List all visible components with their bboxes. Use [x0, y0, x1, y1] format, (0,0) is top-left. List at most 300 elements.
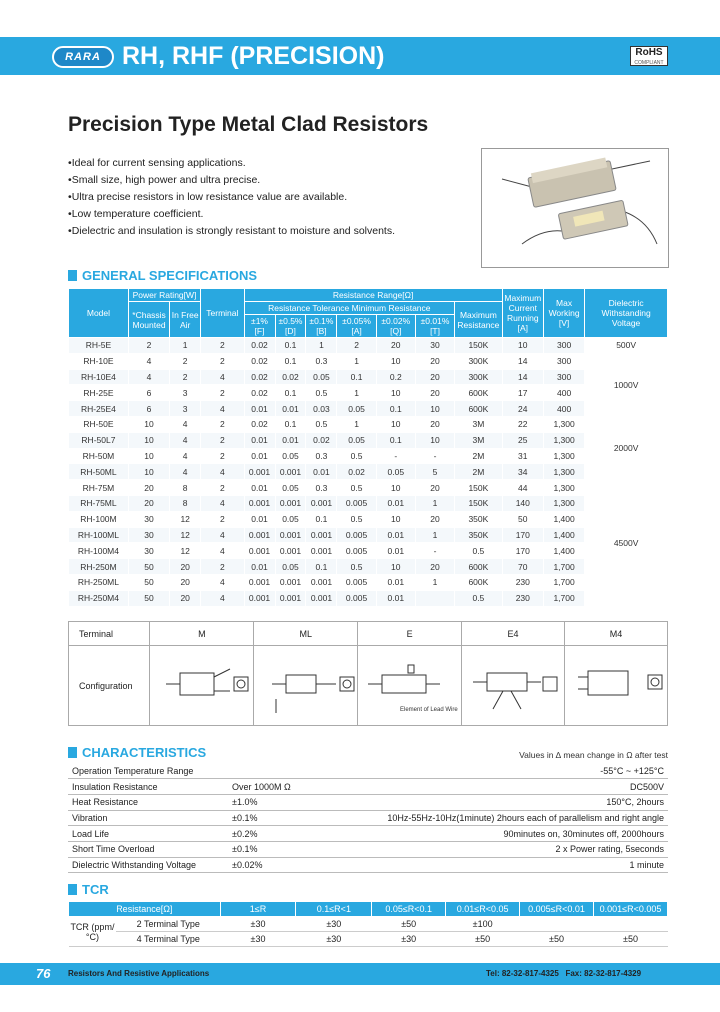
spec-cell: 0.02	[244, 369, 275, 385]
tcr-val: ±30	[220, 932, 296, 947]
spec-cell: 8	[170, 480, 201, 496]
spec-cell: 2	[201, 511, 244, 527]
spec-cell: 50	[502, 511, 543, 527]
spec-cell: 0.005	[337, 574, 376, 590]
config-drawing-e4	[462, 646, 565, 726]
spec-cell: RH-75ML	[69, 495, 129, 511]
spec-cell: 0.01	[244, 559, 275, 575]
spec-cell: 1	[415, 495, 454, 511]
spec-cell: 20	[415, 480, 454, 496]
spec-row	[69, 527, 668, 543]
tcr-val: ±30	[296, 917, 372, 932]
spec-cell: 0.05	[275, 480, 306, 496]
spec-cell: 300K	[455, 369, 503, 385]
spec-cell: 0.001	[244, 495, 275, 511]
char-row	[68, 763, 668, 779]
spec-cell: 1,300	[543, 480, 584, 496]
char-cell: 150°C, 2hours	[368, 794, 668, 810]
spec-cell: 0.005	[337, 543, 376, 559]
char-cell: Load Life	[68, 826, 228, 842]
dielectric-voltage: 1000V	[585, 353, 668, 416]
general-specs-heading: GENERAL SPECIFICATIONS	[68, 268, 257, 283]
spec-cell: 170	[502, 543, 543, 559]
spec-cell: RH-10E	[69, 353, 129, 369]
spec-cell: 10	[376, 511, 415, 527]
spec-cell: 30	[415, 338, 454, 354]
char-cell: DC500V	[368, 779, 668, 795]
spec-cell: 0.5	[455, 590, 503, 606]
spec-cell: 0.5	[337, 511, 376, 527]
tcr-table	[68, 901, 668, 947]
spec-cell: 1,400	[543, 527, 584, 543]
spec-cell: 10	[128, 432, 169, 448]
spec-cell: 3M	[455, 432, 503, 448]
h-tol-min: Resistance Tolerance Minimum Resistance	[244, 302, 455, 315]
char-cell: 90minutes on, 30minutes off, 2000hours	[368, 826, 668, 842]
spec-cell: 10	[376, 385, 415, 401]
footer-contact: Tel: 82-32-817-4325 Fax: 82-32-817-4329	[486, 969, 642, 978]
spec-cell: 20	[415, 369, 454, 385]
spec-cell: 14	[502, 369, 543, 385]
spec-row	[69, 543, 668, 559]
spec-cell: 0.01	[244, 432, 275, 448]
spec-cell: 30	[128, 511, 169, 527]
spec-cell: 2	[201, 353, 244, 369]
terminal-type: ML	[254, 622, 358, 646]
spec-cell: 0.1	[275, 338, 306, 354]
spec-cell: 4	[201, 574, 244, 590]
spec-cell: 3	[170, 385, 201, 401]
char-cell: 2 x Power rating, 5seconds	[368, 841, 668, 857]
spec-cell: 0.001	[275, 527, 306, 543]
char-cell: ±0.2%	[228, 826, 368, 842]
spec-cell: 150K	[455, 480, 503, 496]
spec-cell: 0.005	[337, 527, 376, 543]
spec-cell: 20	[376, 338, 415, 354]
dielectric-voltage: 2000V	[585, 416, 668, 479]
spec-cell: 2M	[455, 448, 503, 464]
spec-cell: 3	[170, 401, 201, 417]
spec-cell: 10	[128, 448, 169, 464]
spec-cell: RH-250M4	[69, 590, 129, 606]
spec-cell: 1	[306, 338, 337, 354]
spec-cell: 0.5	[337, 480, 376, 496]
footer-text: Resistors And Resistive Applications	[68, 969, 210, 978]
char-cell: Dielectric Withstanding Voltage	[68, 857, 228, 873]
char-cell: ±0.02%	[228, 857, 368, 873]
spec-cell: 10	[376, 353, 415, 369]
spec-cell: RH-250ML	[69, 574, 129, 590]
char-cell: Operation Temperature Range	[68, 763, 228, 779]
spec-cell: 150K	[455, 495, 503, 511]
spec-cell: 1	[337, 385, 376, 401]
spec-row	[69, 480, 668, 496]
spec-cell: 0.05	[376, 464, 415, 480]
spec-cell: 20	[128, 495, 169, 511]
spec-cell: 2	[170, 369, 201, 385]
char-row	[68, 857, 668, 873]
tcr-val	[594, 917, 668, 932]
tcr-range: 1≤R	[220, 902, 296, 917]
spec-cell: 1,300	[543, 416, 584, 432]
spec-cell: 0.01	[275, 432, 306, 448]
spec-row	[69, 401, 668, 417]
tcr-type: 2 Terminal Type	[116, 917, 220, 932]
spec-cell: 0.5	[337, 559, 376, 575]
product-photo	[481, 148, 669, 268]
spec-cell: 300	[543, 353, 584, 369]
spec-cell: 600K	[455, 385, 503, 401]
char-cell: ±1.0%	[228, 794, 368, 810]
char-row	[68, 841, 668, 857]
spec-cell: 12	[170, 511, 201, 527]
spec-cell: 0.05	[337, 432, 376, 448]
spec-cell: 20	[415, 511, 454, 527]
tcr-val: ±50	[520, 932, 594, 947]
spec-cell: RH-10E4	[69, 369, 129, 385]
char-cell: ±0.1%	[228, 810, 368, 826]
spec-cell: RH-25E	[69, 385, 129, 401]
spec-cell: 4	[170, 416, 201, 432]
spec-cell: 25	[502, 432, 543, 448]
spec-cell: 0.3	[306, 353, 337, 369]
tcr-val: ±50	[446, 932, 520, 947]
spec-cell: 0.001	[244, 527, 275, 543]
spec-cell: 0.03	[306, 401, 337, 417]
feature-item: • Low temperature coefficient.	[68, 206, 395, 223]
h-tol: ±0.1% [B]	[306, 315, 337, 338]
spec-cell: 2	[201, 448, 244, 464]
spec-cell: 1,300	[543, 495, 584, 511]
spec-cell: RH-50ML	[69, 464, 129, 480]
spec-cell: 0.1	[337, 369, 376, 385]
spec-cell: 44	[502, 480, 543, 496]
spec-cell: 0.01	[376, 590, 415, 606]
spec-cell: 0.02	[244, 338, 275, 354]
spec-cell: 2	[201, 385, 244, 401]
tcr-range: 0.01≤R<0.05	[446, 902, 520, 917]
spec-cell: 4	[201, 401, 244, 417]
spec-cell: 50	[128, 559, 169, 575]
spec-cell: 0.001	[275, 543, 306, 559]
spec-cell: 0.01	[244, 448, 275, 464]
spec-cell: 14	[502, 353, 543, 369]
spec-cell: 34	[502, 464, 543, 480]
tcr-val: ±30	[220, 917, 296, 932]
terminal-type: M	[150, 622, 254, 646]
spec-cell: 0.5	[306, 416, 337, 432]
h-free-air: In Free Air	[170, 302, 201, 338]
spec-cell: 0.02	[244, 416, 275, 432]
char-cell: -55°C ~ +125°C	[368, 763, 668, 779]
spec-cell: 2	[201, 416, 244, 432]
spec-cell: 350K	[455, 527, 503, 543]
spec-cell: 4	[201, 464, 244, 480]
spec-cell: 0.01	[244, 511, 275, 527]
tcr-res-header: Resistance[Ω]	[69, 902, 221, 917]
spec-cell: 1,300	[543, 432, 584, 448]
spec-cell: 0.001	[244, 574, 275, 590]
spec-cell: 6	[128, 385, 169, 401]
spec-cell: 0.001	[306, 495, 337, 511]
feature-item: • Ultra precise resistors in low resistance value are available.	[68, 189, 395, 206]
spec-row	[69, 464, 668, 480]
h-dielectric: Dielectric Withstanding Voltage	[585, 289, 668, 338]
spec-cell: 600K	[455, 401, 503, 417]
tcr-val	[520, 917, 594, 932]
tcr-range: 0.005≤R<0.01	[520, 902, 594, 917]
spec-cell: 0.5	[306, 385, 337, 401]
spec-cell: 10	[415, 432, 454, 448]
spec-row	[69, 385, 668, 401]
spec-cell: 0.001	[306, 543, 337, 559]
spec-cell: 0.001	[306, 590, 337, 606]
spec-cell: 1,700	[543, 559, 584, 575]
spec-cell: 600K	[455, 559, 503, 575]
rohs-badge	[630, 46, 668, 66]
spec-cell: 400	[543, 385, 584, 401]
spec-cell: 20	[415, 385, 454, 401]
config-drawing-ml	[254, 646, 358, 726]
spec-cell: 4	[201, 369, 244, 385]
spec-cell: 0.1	[376, 401, 415, 417]
h-max-current: Maximum Current Running [A]	[502, 289, 543, 338]
configuration-label: Configuration	[69, 646, 150, 726]
spec-cell: 1,400	[543, 543, 584, 559]
spec-row	[69, 559, 668, 575]
h-chassis: *Chassis Mounted	[128, 302, 169, 338]
spec-cell: RH-25E4	[69, 401, 129, 417]
feature-item: • Ideal for current sensing applications.	[68, 155, 395, 172]
char-cell: Heat Resistance	[68, 794, 228, 810]
tcr-val: ±100	[446, 917, 520, 932]
spec-cell: 6	[128, 401, 169, 417]
spec-cell: 0.1	[306, 559, 337, 575]
spec-cell: 20	[415, 416, 454, 432]
spec-cell: -	[415, 448, 454, 464]
spec-cell: 4	[201, 495, 244, 511]
spec-cell: 22	[502, 416, 543, 432]
tcr-heading: TCR	[68, 882, 109, 897]
spec-cell: 50	[128, 590, 169, 606]
spec-cell: RH-75M	[69, 480, 129, 496]
spec-cell: -	[415, 543, 454, 559]
tcr-range: 0.001≤R<0.005	[594, 902, 668, 917]
spec-cell: 0.1	[275, 385, 306, 401]
spec-cell: 10	[502, 338, 543, 354]
h-tol: ±1% [F]	[244, 315, 275, 338]
spec-cell: 0.001	[275, 464, 306, 480]
spec-cell: 20	[170, 574, 201, 590]
spec-cell: 2	[337, 338, 376, 354]
spec-cell: 12	[170, 527, 201, 543]
tcr-val: ±50	[594, 932, 668, 947]
h-tol: ±0.5% [D]	[275, 315, 306, 338]
terminal-table	[68, 621, 668, 726]
spec-cell: 0.1	[275, 416, 306, 432]
spec-cell: RH-50M	[69, 448, 129, 464]
spec-cell: 0.02	[306, 432, 337, 448]
tcr-range: 0.1≤R<1	[296, 902, 372, 917]
char-cell: Short Time Overload	[68, 841, 228, 857]
spec-cell: 1,300	[543, 464, 584, 480]
char-row	[68, 826, 668, 842]
spec-cell: 31	[502, 448, 543, 464]
spec-cell: 1,400	[543, 511, 584, 527]
spec-cell: 12	[170, 543, 201, 559]
tcr-val: ±30	[372, 932, 446, 947]
spec-cell: 0.2	[376, 369, 415, 385]
spec-cell: 0.02	[244, 353, 275, 369]
spec-cell: 0.001	[275, 495, 306, 511]
terminal-type: E4	[462, 622, 565, 646]
spec-cell: 1,300	[543, 448, 584, 464]
spec-cell: 400	[543, 401, 584, 417]
spec-cell: 0.01	[244, 480, 275, 496]
spec-cell: RH-100ML	[69, 527, 129, 543]
spec-cell: RH-50E	[69, 416, 129, 432]
spec-cell: 0.5	[455, 543, 503, 559]
tcr-label: TCR (ppm/°C)	[69, 917, 117, 947]
spec-cell: 1	[337, 416, 376, 432]
spec-cell: 2	[201, 559, 244, 575]
spec-cell: 0.001	[275, 574, 306, 590]
spec-cell: 0.02	[244, 385, 275, 401]
general-specs-table	[68, 288, 668, 607]
spec-cell: 300	[543, 338, 584, 354]
spec-cell: 1	[415, 574, 454, 590]
spec-cell: RH-50L7	[69, 432, 129, 448]
h-model: Model	[69, 289, 129, 338]
char-cell: Insulation Resistance	[68, 779, 228, 795]
spec-cell	[415, 590, 454, 606]
config-drawing-m4	[565, 646, 668, 726]
spec-cell: 70	[502, 559, 543, 575]
char-cell: Over 1000M Ω	[228, 779, 368, 795]
spec-cell: 0.1	[306, 511, 337, 527]
tcr-type: 4 Terminal Type	[116, 932, 220, 947]
spec-cell: 5	[415, 464, 454, 480]
char-cell: Vibration	[68, 810, 228, 826]
spec-cell: 20	[128, 480, 169, 496]
spec-cell: 1	[170, 338, 201, 354]
spec-row	[69, 432, 668, 448]
spec-cell: 1	[415, 527, 454, 543]
spec-cell: 1,700	[543, 590, 584, 606]
spec-cell: 50	[128, 574, 169, 590]
characteristics-note: Values in ∆ mean change in Ω after test	[519, 750, 668, 760]
spec-cell: 350K	[455, 511, 503, 527]
spec-row	[69, 338, 668, 354]
characteristics-heading: CHARACTERISTICS	[68, 745, 206, 760]
char-cell: 1 minute	[368, 857, 668, 873]
spec-cell: 0.01	[306, 464, 337, 480]
spec-cell: 0.05	[306, 369, 337, 385]
spec-cell: 20	[415, 353, 454, 369]
spec-cell: 4	[170, 432, 201, 448]
dielectric-voltage: 4500V	[585, 480, 668, 606]
char-row	[68, 794, 668, 810]
h-max-working: Max Working [V]	[543, 289, 584, 338]
tcr-val: ±30	[296, 932, 372, 947]
spec-cell: 8	[170, 495, 201, 511]
spec-cell: 10	[376, 480, 415, 496]
page-number: 76	[36, 966, 51, 981]
spec-cell: 1	[337, 353, 376, 369]
rara-logo: RARA	[52, 46, 114, 68]
spec-cell: 0.001	[275, 590, 306, 606]
feature-list	[68, 155, 395, 240]
terminal-type: M4	[565, 622, 668, 646]
h-power: Power Rating[W]	[128, 289, 200, 302]
spec-cell: 10	[415, 401, 454, 417]
spec-cell: 0.005	[337, 590, 376, 606]
spec-cell: 4	[170, 448, 201, 464]
spec-cell: 4	[201, 590, 244, 606]
char-cell: ±0.1%	[228, 841, 368, 857]
spec-cell: 0.1	[275, 353, 306, 369]
spec-cell: 17	[502, 385, 543, 401]
spec-cell: 2	[201, 432, 244, 448]
spec-cell: 10	[376, 559, 415, 575]
spec-cell: RH-5E	[69, 338, 129, 354]
spec-row	[69, 511, 668, 527]
spec-cell: 2	[128, 338, 169, 354]
spec-cell: 2M	[455, 464, 503, 480]
terminal-label: Terminal	[69, 622, 150, 646]
config-drawing-e	[358, 646, 462, 726]
spec-cell: 0.5	[337, 448, 376, 464]
spec-cell: 2	[170, 353, 201, 369]
spec-cell: 140	[502, 495, 543, 511]
spec-cell: 0.001	[244, 590, 275, 606]
spec-row	[69, 353, 668, 369]
h-tol: ±0.05% [A]	[337, 315, 376, 338]
spec-cell: 10	[128, 464, 169, 480]
spec-cell: 20	[415, 559, 454, 575]
spec-cell: RH-250M	[69, 559, 129, 575]
spec-cell: 0.001	[244, 464, 275, 480]
spec-cell: 3M	[455, 416, 503, 432]
spec-cell: 0.001	[306, 527, 337, 543]
spec-row	[69, 574, 668, 590]
spec-row	[69, 369, 668, 385]
spec-cell: 0.01	[376, 527, 415, 543]
spec-cell: 1,700	[543, 574, 584, 590]
terminal-type: E	[358, 622, 462, 646]
spec-cell: 10	[128, 416, 169, 432]
spec-cell: 0.001	[244, 543, 275, 559]
config-drawing-m	[150, 646, 254, 726]
spec-cell: 0.1	[376, 432, 415, 448]
spec-cell: 0.05	[275, 559, 306, 575]
feature-item: • Dielectric and insulation is strongly resistant to moisture and solvents.	[68, 223, 395, 240]
spec-cell: 20	[170, 559, 201, 575]
spec-cell: RH-100M4	[69, 543, 129, 559]
rohs-label: RoHS	[635, 47, 663, 58]
tcr-range: 0.05≤R<0.1	[372, 902, 446, 917]
spec-cell: 24	[502, 401, 543, 417]
tcr-val: ±50	[372, 917, 446, 932]
spec-cell: 0.01	[244, 401, 275, 417]
spec-cell: 300K	[455, 353, 503, 369]
spec-row	[69, 590, 668, 606]
spec-row	[69, 495, 668, 511]
series-title: RH, RHF (PRECISION)	[122, 42, 385, 70]
spec-cell: 0.05	[275, 511, 306, 527]
characteristics-table	[68, 763, 668, 873]
spec-cell: 0.005	[337, 495, 376, 511]
